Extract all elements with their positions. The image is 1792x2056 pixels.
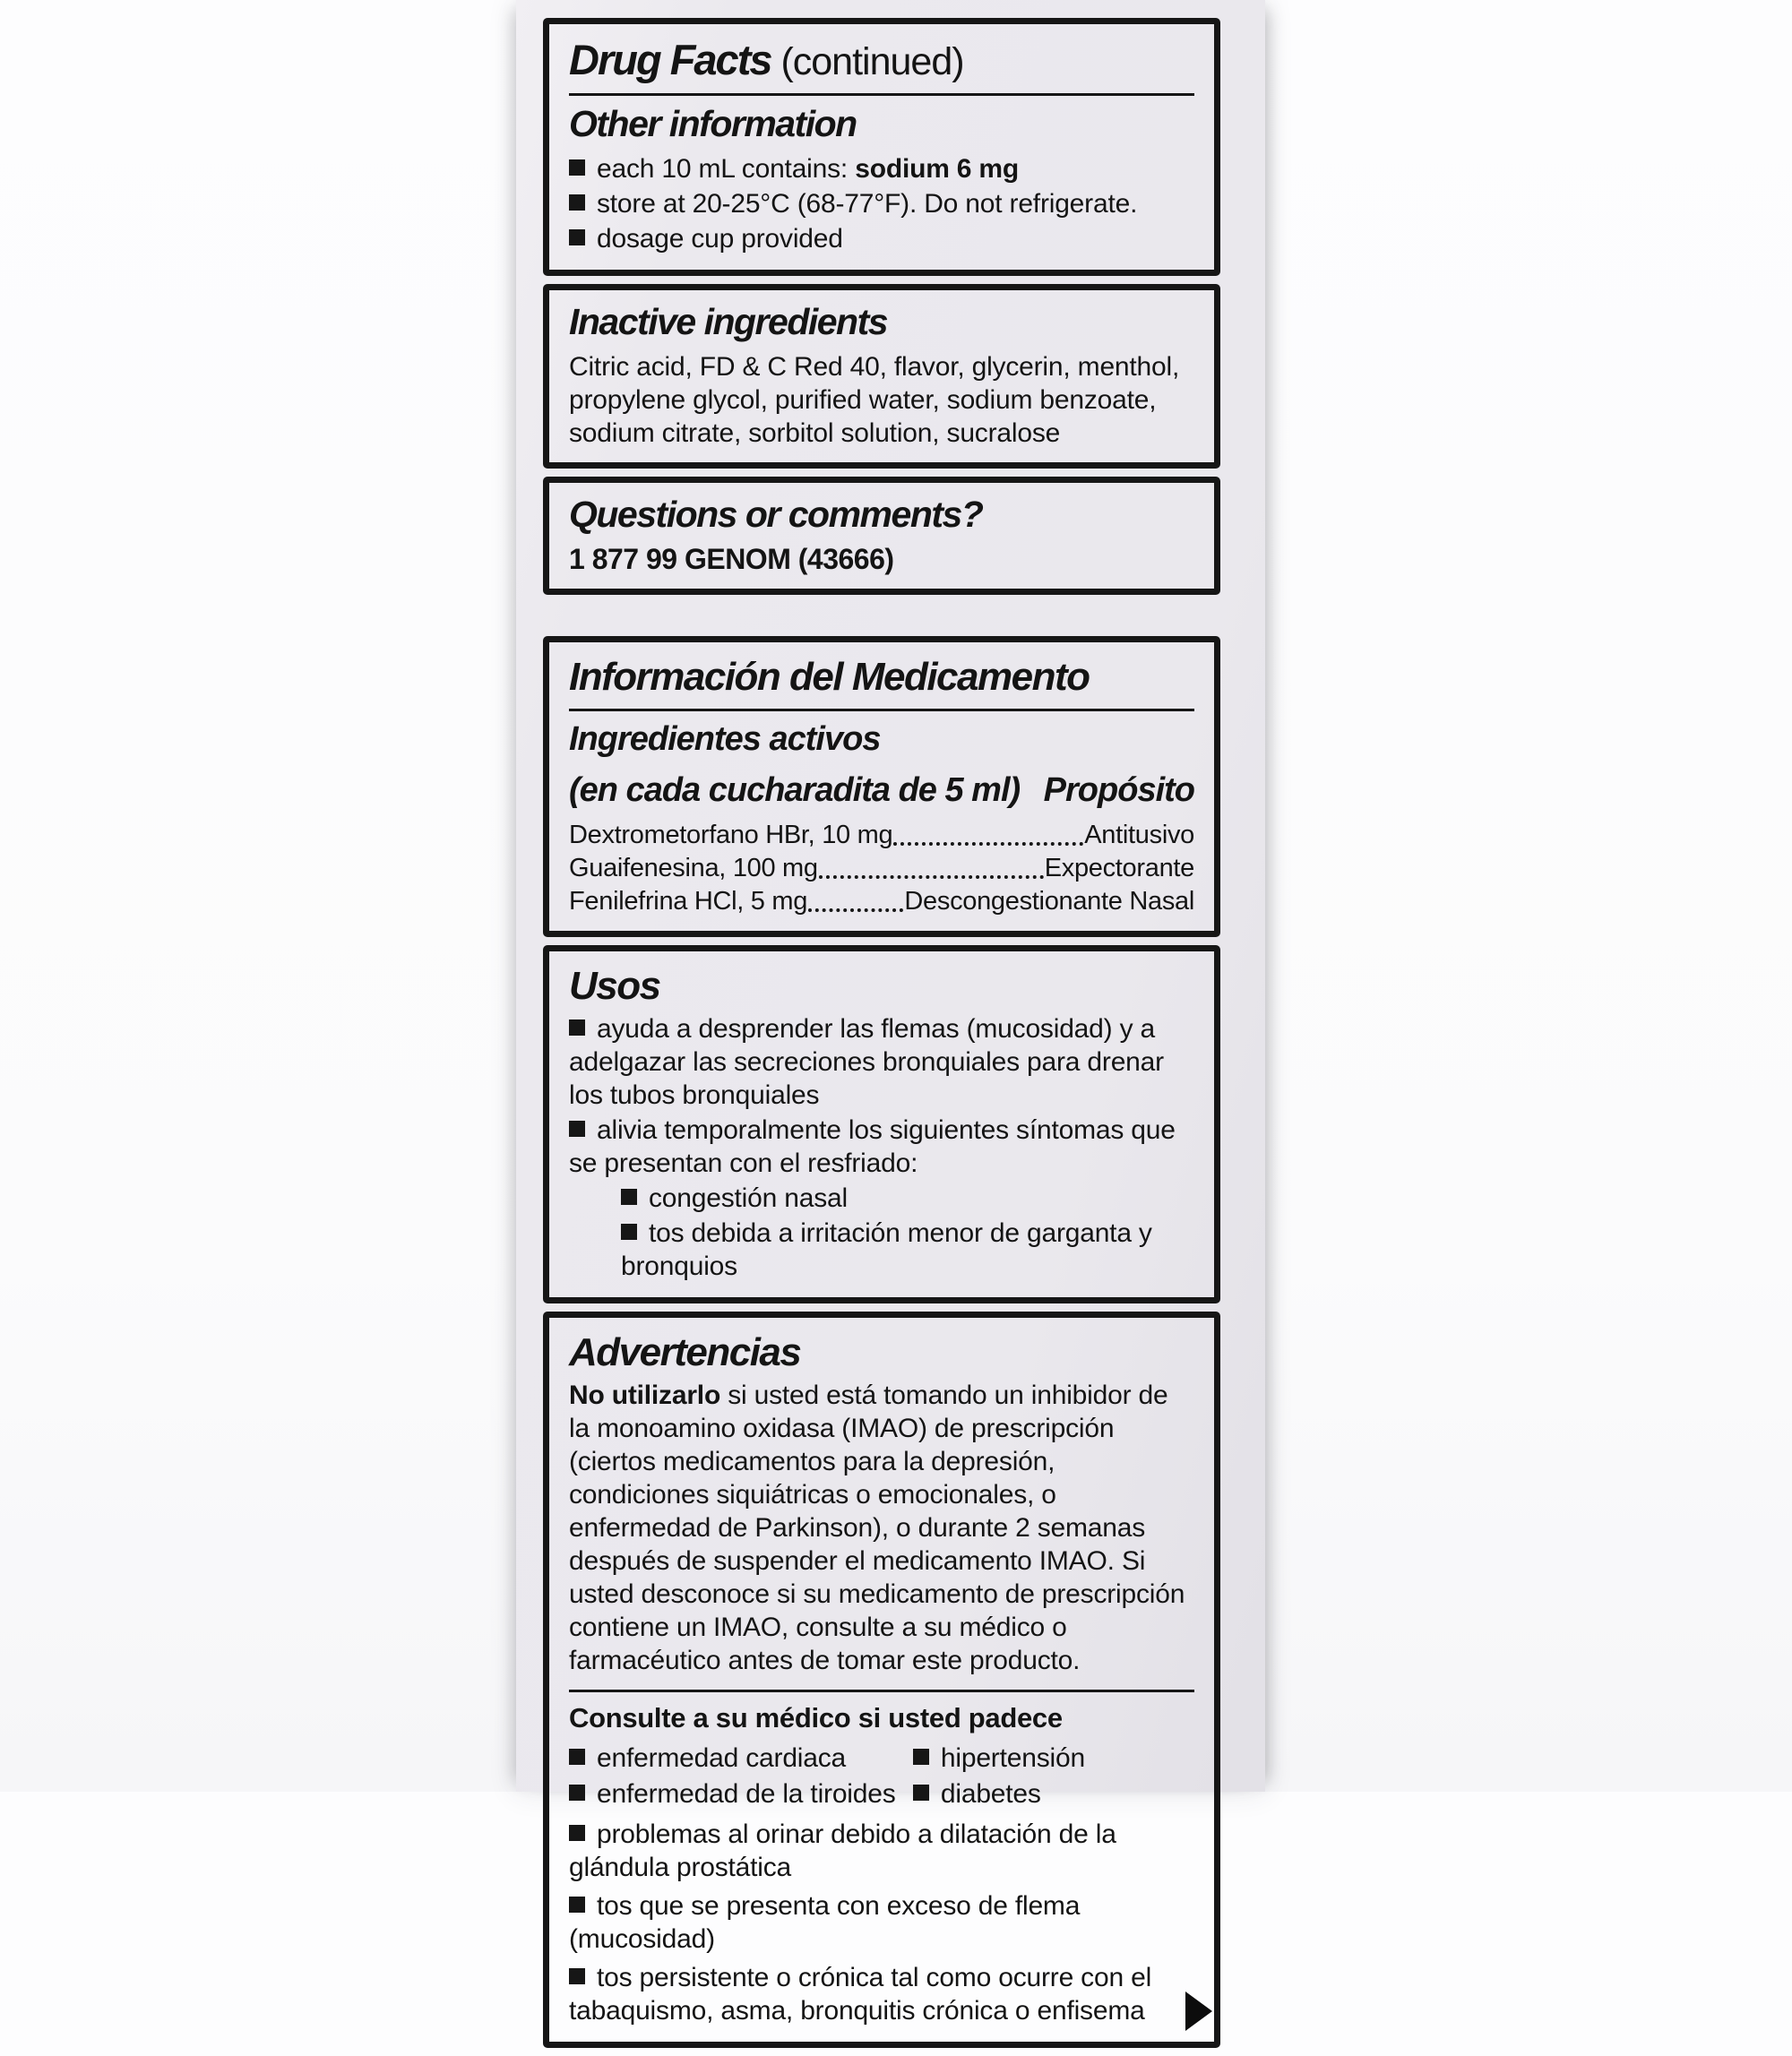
bullet-text: store at 20-25°C (68-77°F). Do not refrigerate.	[597, 189, 1138, 219]
condition-bullet	[569, 1818, 1194, 1884]
mao-warning-paragraph	[569, 1379, 1194, 1677]
bullet-text: each 10 mL contains:	[597, 154, 856, 184]
ingredient-name: Fenilefrina HCl, 5 mg	[569, 887, 808, 916]
advertencias-box	[543, 1312, 1220, 2048]
bullet-icon	[569, 229, 585, 245]
spanish-info-box	[543, 636, 1220, 937]
ingredient-name: Dextrometorfano HBr, 10 mg	[569, 821, 893, 849]
questions-box	[543, 477, 1220, 595]
advertencias-heading: Advertencias	[569, 1330, 801, 1374]
active-ingredients-heading: Ingredientes activos	[569, 720, 881, 758]
section-divider	[569, 709, 1194, 711]
drug-facts-title-text: Drug Facts	[569, 36, 771, 83]
other-information-bullet	[569, 187, 1194, 220]
bullet-text: ayuda a desprender las flemas (mucosidad) y a adelgazar las secreciones bronquiales para drenar los tubos bronquiales	[569, 1014, 1164, 1110]
bullet-icon	[569, 1897, 585, 1913]
bullet-icon	[569, 1825, 585, 1841]
condition-text: tos persistente o crónica tal como ocurre con el tabaquismo, asma, bronquitis crónica o enfisema	[569, 1963, 1152, 2026]
condition-bullet	[569, 1889, 1194, 1956]
bullet-icon	[569, 194, 585, 211]
usos-heading: Usos	[569, 964, 660, 1008]
continuation-arrow-icon	[1185, 1991, 1212, 2031]
drug-facts-label	[543, 18, 1220, 2056]
bullet-icon	[621, 1224, 637, 1240]
bullet-text: alivia temporalmente los siguientes síntomas que se presentan con el resfriado:	[569, 1115, 1176, 1178]
condition-item	[569, 1776, 913, 1812]
bullet-icon	[569, 1019, 585, 1036]
ingredient-purpose: Expectorante	[1044, 854, 1194, 882]
spanish-info-heading: Información del Medicamento	[569, 655, 1090, 699]
condition-text: problemas al orinar debido a dilatación de la glándula prostática	[569, 1819, 1116, 1882]
ingredient-row	[569, 819, 1194, 852]
other-information-bullet	[569, 222, 1194, 255]
drug-facts-title	[569, 35, 1194, 84]
condition-item	[913, 1741, 1194, 1776]
other-information-bullet	[569, 152, 1194, 185]
condition-text: diabetes	[940, 1779, 1041, 1809]
condition-text: enfermedad de la tiroides	[597, 1779, 896, 1809]
inactive-ingredients-heading: Inactive ingredients	[569, 301, 888, 342]
drug-facts-continued-text: (continued)	[771, 40, 964, 83]
usos-bullet	[569, 1012, 1194, 1112]
ingredient-purpose: Descongestionante Nasal	[904, 887, 1194, 916]
questions-heading: Questions or comments?	[569, 494, 983, 535]
conditions-two-column-list	[569, 1741, 1194, 1812]
usos-sub-bullet	[621, 1182, 1194, 1215]
section-divider	[569, 93, 1194, 96]
bullet-icon	[621, 1189, 637, 1205]
bullet-text: dosage cup provided	[597, 224, 843, 254]
inactive-ingredients-text: Citric acid, FD & C Red 40, flavor, glycerin, menthol, propylene glycol, purified water, sodium benzoate, sodium citrate, sorbitol solution, sucralose	[569, 352, 1180, 448]
bullet-icon	[913, 1749, 929, 1765]
bullet-icon	[913, 1785, 929, 1801]
usos-sub-bullet	[621, 1217, 1194, 1283]
dot-leader	[819, 875, 1044, 879]
inactive-ingredients-box	[543, 284, 1220, 469]
bullet-icon	[569, 1785, 585, 1801]
drug-facts-continued-box	[543, 18, 1220, 276]
dose-heading: (en cada cucharadita de 5 ml)	[569, 771, 1021, 809]
condition-text: hipertensión	[940, 1743, 1085, 1773]
other-information-heading: Other information	[569, 103, 857, 144]
dot-leader	[893, 842, 1083, 846]
bullet-text: congestión nasal	[649, 1183, 848, 1213]
ingredient-name: Guaifenesina, 100 mg	[569, 854, 818, 882]
warning-lead-bold: No utilizarlo	[569, 1381, 721, 1410]
bullet-icon	[569, 1968, 585, 1984]
bullet-text-bold: sodium 6 mg	[855, 154, 1020, 184]
condition-text: enfermedad cardiaca	[597, 1743, 847, 1773]
bullet-icon	[569, 1121, 585, 1137]
dot-leader	[808, 908, 903, 912]
usos-box	[543, 945, 1220, 1303]
warning-text: si usted está tomando un inhibidor de la monoamino oxidasa (IMAO) de prescripción (ciertos medicamentos para la depresión, condiciones siquiátricas o emocionales, o enfermedad de Parkinson), o durante 2 semanas después de suspender el medicamento IMAO. Si usted desconoce si su medicamento de prescripción contiene un IMAO, consulte a su médico o farmacéutico antes de tomar este producto.	[569, 1381, 1185, 1675]
questions-phone-number: 1 877 99 GENOM (43666)	[569, 543, 894, 575]
condition-text: tos que se presenta con exceso de flema (mucosidad)	[569, 1891, 1081, 1954]
dose-purpose-header-row	[569, 771, 1194, 810]
condition-item	[913, 1776, 1194, 1812]
ingredient-purpose: Antitusivo	[1084, 821, 1194, 849]
bullet-icon	[569, 1749, 585, 1765]
usos-bullet	[569, 1114, 1194, 1180]
section-divider	[569, 1690, 1194, 1692]
bullet-text: tos debida a irritación menor de garganta y bronquios	[621, 1218, 1152, 1281]
bullet-icon	[569, 159, 585, 176]
condition-bullet	[569, 1961, 1194, 2027]
medicine-box-back-panel	[516, 0, 1265, 2026]
ask-doctor-heading: Consulte a su médico si usted padece	[569, 1702, 1063, 1733]
purpose-heading: Propósito	[1043, 771, 1194, 809]
ingredient-row	[569, 885, 1194, 918]
ingredient-row	[569, 852, 1194, 885]
condition-item	[569, 1741, 913, 1776]
